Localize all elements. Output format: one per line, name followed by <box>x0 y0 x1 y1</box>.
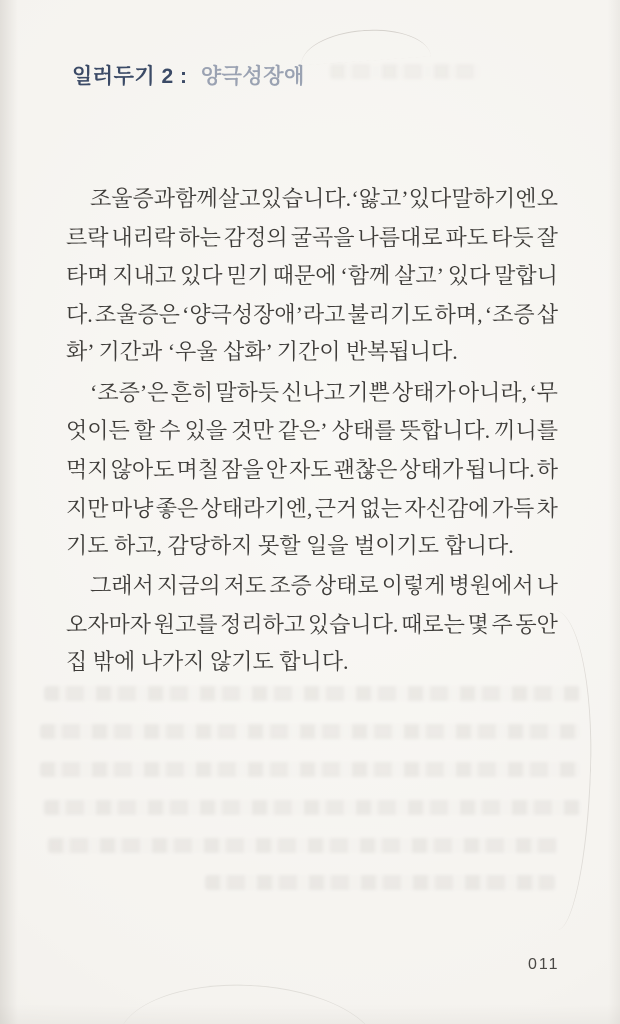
bleedthrough-header <box>330 64 480 79</box>
body-line: 다. 조울증은 ‘양극성장애’라고 불리기도 하며, ‘조증 삽 <box>66 302 558 328</box>
body-line: 화’ 기간과 ‘우울 삽화’ 기간이 반복됩니다. <box>66 339 458 364</box>
chapter-header <box>72 60 305 90</box>
chapter-header-label: 일러두기 2 : <box>72 65 188 88</box>
bleedthrough-line <box>48 838 558 853</box>
body-line: 그래서 지금의 저도 조증 상태로 이렇게 병원에서 나 <box>90 573 558 599</box>
bleedthrough-line <box>44 800 580 815</box>
scan-artifact-bottom-curve <box>119 978 382 1024</box>
bleedthrough-line <box>40 762 580 777</box>
body-line: 집 밖에 나가지 않기도 합니다. <box>66 649 349 674</box>
chapter-header-title: 양극성장애 <box>200 65 305 88</box>
body-line: 오자마자 원고를 정리하고 있습니다. 때로는 몇 주 동안 <box>66 612 558 638</box>
bleedthrough-line <box>205 875 555 890</box>
body-line: 조울증과 함께 살고 있습니다. ‘앓고’ 있다 말하기엔 오 <box>90 185 558 211</box>
body-line: 기도 하고, 감당하지 못할 일을 벌이기도 합니다. <box>66 532 514 558</box>
bleedthrough-line <box>44 686 580 701</box>
body-line: 르락 내리락 하는 감정의 굴곡을 나름대로 파도 타듯 잘 <box>66 224 558 250</box>
scan-artifact-top-curve <box>299 26 431 66</box>
body-line: 지만 마냥 좋은 상태라기엔, 근거 없는 자신감에 가득 차 <box>66 495 558 521</box>
body-line: ‘조증’은 흔히 말하듯 신나고 기쁜 상태가 아니라, ‘무 <box>90 379 558 405</box>
body-line: 먹지 않아도 며칠 잠을 안 자도 괜찮은 상태가 됩니다. 하 <box>66 457 558 483</box>
body-line: 엇이든 할 수 있을 것만 같은’ 상태를 뜻합니다. 끼니를 <box>66 418 558 444</box>
bleedthrough-line <box>40 724 580 739</box>
page-number: 011 <box>528 956 560 973</box>
body-text <box>66 178 558 682</box>
body-line: 타며 지내고 있다 믿기 때문에 ‘함께 살고’ 있다 말합니 <box>66 263 558 289</box>
